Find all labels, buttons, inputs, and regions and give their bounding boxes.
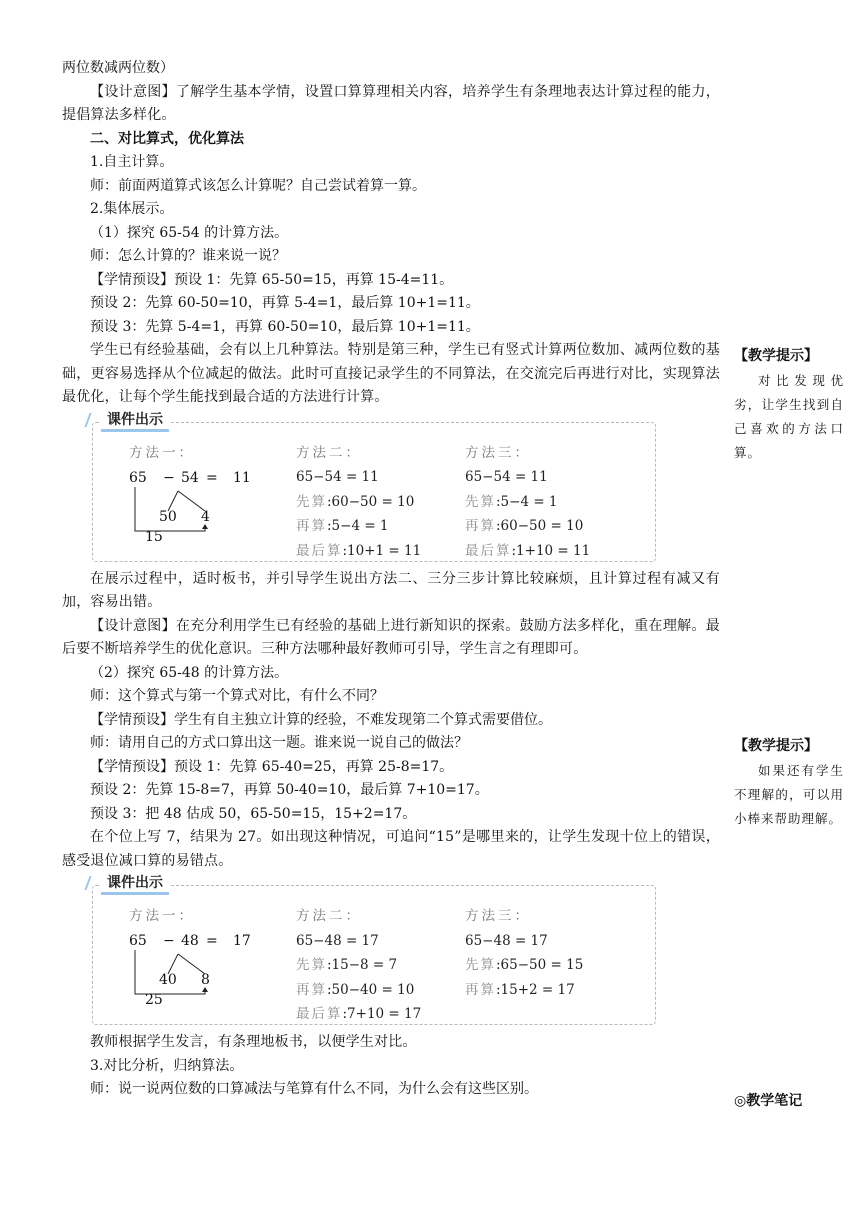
text-line: 两位数减两位数） <box>62 60 174 76</box>
eq-op: − <box>163 469 175 486</box>
intermediate-result: 25 <box>145 992 163 1008</box>
teaching-notes <box>734 1090 844 1110</box>
method-line <box>465 539 590 564</box>
method-heading: 方法一： <box>129 908 195 924</box>
split-tens: 40 <box>159 972 177 988</box>
text-line: 师：请用自己的方式口算出这一题。谁来说一说自己的做法？ <box>90 735 468 751</box>
text-line: 师：这个算式与第一个算式对比，有什么不同？ <box>90 688 384 704</box>
text-paragraph: 学生已有经验基础，会有以上几种算法。特别是第三种，学生已有竖式计算两位数加、减两位数的基础，更容易选择从个位减起的做法。此时可直接记录学生的不同算法，在交流完后再进行对比，实现算法最优化，让每个学生能找到最合适的方法进行计算。 <box>62 342 720 405</box>
eq-b: 54 <box>181 469 199 486</box>
method-heading: 方法一： <box>129 444 195 461</box>
step-label: 先算 <box>465 957 496 973</box>
method-line: 65−48 = 17 <box>465 932 548 949</box>
method-line: 65−54 = 11 <box>465 469 548 485</box>
text-line: 预设 3：先算 5-4=1，再算 60-50=10，最后算 10+1=11。 <box>90 318 480 335</box>
intermediate-result: 15 <box>145 528 163 545</box>
tip-title: 【教学提示】 <box>734 348 818 364</box>
step-value: :15−8 = 7 <box>327 957 398 973</box>
text-line: 预设 3：把 48 估成 50，65-50=15，15+2=17。 <box>90 805 417 822</box>
step-value: :1+10 = 11 <box>511 542 591 559</box>
method-line <box>296 1002 421 1027</box>
box-decoration <box>84 413 101 427</box>
eq-result: 17 <box>233 933 251 949</box>
text-paragraph: 在个位上写 7，结果为 27。如出现这种情况，可追问“15”是哪里来的，让学生发现十位上的错误，感受退位减口算的易错点。 <box>62 829 720 869</box>
text-line: 1.自主计算。 <box>90 154 174 170</box>
courseware-box-1 <box>92 411 656 562</box>
step-value: :65−50 = 15 <box>496 957 584 973</box>
eq-a: 65 <box>129 469 147 486</box>
step-label: 先算 <box>296 493 327 510</box>
box-title: 课件出示 <box>101 874 169 895</box>
step-label: 最后算 <box>465 542 512 559</box>
split-ones: 8 <box>201 972 210 988</box>
method-line <box>296 490 421 515</box>
step-label: 先算 <box>465 493 496 510</box>
box-title: 课件出示 <box>101 411 169 432</box>
text-paragraph: 在展示过程中，适时板书，并引导学生说出方法二、三分三步计算比较麻烦，且计算过程有减又有加，容易出错。 <box>62 570 720 610</box>
step-value: :60−50 = 10 <box>327 493 415 510</box>
method-line <box>465 953 583 978</box>
text-line: （1）探究 65-54 的计算方法。 <box>90 224 289 241</box>
method-line <box>296 514 421 539</box>
split-ones: 4 <box>201 508 210 525</box>
method-two <box>296 441 421 564</box>
step-value: :7+10 = 17 <box>342 1006 422 1022</box>
step-label: 再算 <box>465 518 496 534</box>
split-tens: 50 <box>159 508 177 525</box>
courseware-box-2 <box>92 875 656 1025</box>
method-heading: 方法三： <box>465 444 531 461</box>
text-line: 教师根据学生发言，有条理地板书，以便学生对比。 <box>90 1034 417 1050</box>
step-label: 最后算 <box>296 542 343 559</box>
method-line <box>296 978 421 1003</box>
teaching-tip-2 <box>734 735 844 831</box>
text-line: 师：前面两道算式该怎么计算呢？自己尝试着算一算。 <box>90 177 426 194</box>
method-one <box>129 904 195 929</box>
step-label: 再算 <box>296 981 327 998</box>
method-three <box>465 441 590 564</box>
tip-text: 如果还有学生不理解的，可以用小棒来帮助理解。 <box>734 763 844 826</box>
step-value: :50−40 = 10 <box>327 981 415 998</box>
eq-result: 11 <box>233 469 251 486</box>
tip-text: 对比发现优劣，让学生找到自己喜欢的方法口算。 <box>734 373 844 460</box>
step-value: :5−4 = 1 <box>327 518 389 534</box>
section-heading: 二、对比算式，优化算法 <box>90 130 244 147</box>
method-heading: 方法二： <box>296 444 362 461</box>
step-label: 再算 <box>465 981 496 998</box>
step-label: 再算 <box>296 518 327 534</box>
method-heading: 方法三： <box>465 908 531 924</box>
method-line <box>465 514 590 539</box>
step-label: 最后算 <box>296 1006 343 1022</box>
method-three <box>465 904 583 1002</box>
text-line: 3.对比分析，归纳算法。 <box>90 1057 244 1074</box>
main-content <box>62 57 720 1102</box>
text-line: 2.集体展示。 <box>90 201 174 217</box>
step-value: :10+1 = 11 <box>342 542 422 559</box>
method-line <box>296 953 421 978</box>
text-line: 预设 2：先算 15-8=7，再算 50-40=10，最后算 7+10=17。 <box>90 782 489 798</box>
step-value: :60−50 = 10 <box>496 518 584 534</box>
step-label: 先算 <box>296 957 327 973</box>
box-decoration <box>84 876 101 890</box>
eq-equals: = <box>206 933 218 949</box>
text-line: 【学情预设】学生有自主独立计算的经验，不难发现第二个算式需要借位。 <box>90 711 552 728</box>
eq-op: − <box>163 933 175 949</box>
method-two <box>296 904 421 1027</box>
text-line: （2）探究 65-48 的计算方法。 <box>90 664 289 681</box>
eq-equals: = <box>206 469 218 486</box>
step-value: :15+2 = 17 <box>496 981 575 998</box>
text-line: 师：怎么计算的？谁来说一说？ <box>90 248 286 264</box>
text-line: 【学情预设】预设 1：先算 65-50=15，再算 15-4=11。 <box>90 271 454 288</box>
text-line: 【学情预设】预设 1：先算 65-40=25，再算 25-8=17。 <box>90 758 454 775</box>
method-one <box>129 441 195 466</box>
tip-title: 【教学提示】 <box>734 738 818 754</box>
design-intent-paragraph: 【设计意图】在充分利用学生已有经验的基础上进行新知识的探索。鼓励方法多样化，重在理解。最后要不断培养学生的优化意识。三种方法哪种最好教师可引导，学生言之有理即可。 <box>62 617 720 657</box>
text-line: 师：说一说两位数的口算减法与笔算有什么不同，为什么会有这些区别。 <box>90 1081 538 1097</box>
design-intent-paragraph: 【设计意图】了解学生基本学情，设置口算算理相关内容，培养学生有条理地表达计算过程的能力，提倡算法多样化。 <box>62 83 720 123</box>
method-line: 65−48 = 17 <box>296 932 379 949</box>
step-value: :5−4 = 1 <box>496 493 558 510</box>
method-line: 65−54 = 11 <box>296 469 379 485</box>
eq-b: 48 <box>181 933 199 949</box>
teaching-tip-1 <box>734 345 844 465</box>
notes-title: ◎教学笔记 <box>734 1093 803 1109</box>
method-line <box>465 978 583 1003</box>
text-line: 预设 2：先算 60-50=10，再算 5-4=1，最后算 10+1=11。 <box>90 295 480 311</box>
method-line <box>465 490 590 515</box>
method-line <box>296 539 421 564</box>
method-heading: 方法二： <box>296 908 362 924</box>
eq-a: 65 <box>129 933 147 949</box>
